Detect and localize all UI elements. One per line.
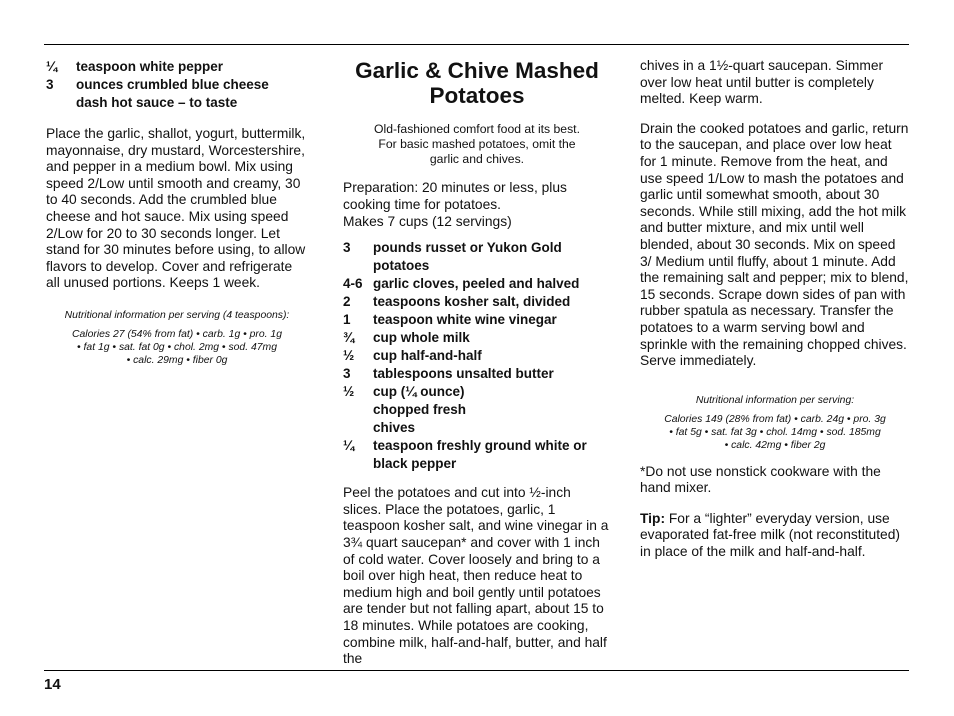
ingredient-row bbox=[343, 293, 611, 311]
ingredient-list bbox=[46, 58, 308, 112]
dressing-directions: Place the garlic, shallot, yogurt, buttermilk, mayonnaise, dry mustard, Worcestershire, and pepper in a medium bowl. Mix using speed 2/Low until smooth and creamy, 30 to 40 seconds. Add the crumbled blue cheese and hot sauce. Mix using speed 2/Low for 20 to 30 seconds longer. Let stand for 30 minutes before using, to allow flavors to develop. Cover and refrigerate all unused portions. Keeps 1 week. bbox=[46, 126, 306, 291]
column-middle bbox=[343, 58, 611, 668]
ingredient-text: garlic cloves, peeled and halved bbox=[373, 276, 580, 292]
ingredient-qty: ¾ bbox=[343, 330, 355, 346]
page-number: 14 bbox=[44, 676, 61, 693]
ingredient-row bbox=[46, 94, 308, 112]
ingredient-text: teaspoon freshly ground white or black pepper bbox=[373, 438, 587, 472]
intro-line: For basic mashed potatoes, omit the bbox=[378, 136, 576, 151]
ingredient-row bbox=[343, 311, 611, 329]
ingredient-qty: 3 bbox=[343, 366, 351, 382]
intro-line: garlic and chives. bbox=[429, 151, 525, 166]
ingredient-text: teaspoon white pepper bbox=[76, 59, 224, 74]
ingredient-row bbox=[343, 437, 611, 473]
ingredient-text: teaspoon white wine vinegar bbox=[373, 312, 557, 328]
prep-info bbox=[343, 180, 611, 230]
ingredient-qty: ¼ bbox=[46, 59, 58, 74]
tip bbox=[640, 511, 910, 561]
recipe-title: Garlic & Chive Mashed Potatoes bbox=[355, 58, 599, 108]
column-right bbox=[640, 58, 910, 561]
nutrition-line: • fat 1g • sat. fat 0g • chol. 2mg • sod. 47mg bbox=[77, 341, 277, 353]
nutrition-heading: Nutritional information per serving: bbox=[695, 394, 855, 406]
ingredient-text: pounds russet or Yukon Gold potatoes bbox=[373, 240, 562, 274]
tip-text: For a “lighter” everyday version, use evaporated fat-free milk (not reconstituted) in place of the milk and half-and-half. bbox=[640, 510, 900, 560]
directions-continued: chives in a 1½-quart saucepan. Simmer over low heat until butter is completely melted. Keep warm. bbox=[640, 58, 884, 107]
ingredient-row bbox=[343, 329, 611, 347]
ingredient-text: ounces crumbled blue cheese bbox=[76, 77, 269, 92]
ingredient-row bbox=[343, 383, 611, 437]
nutrition-line: • calc. 29mg • fiber 0g bbox=[126, 354, 228, 366]
mashing-directions: Drain the cooked potatoes and garlic, return to the saucepan, and place over low heat for 1 minute. Remove from the heat, and use speed 1/Low to mash the potatoes and garlic until somewhat smooth, about 30 seconds. While still mixing, add the hot milk and butter mixture, and mix until well blended, about 30 seconds. Mix on speed 3/ Medium until fluffy, about 1 minute. Add the remaining salt and pepper; mix to blend, 15 seconds. Scrape down sides of pan with rubber spatula as necessary. Transfer the potatoes to a warm serving bowl and sprinkle with the remaining chopped chives. Serve immediately. bbox=[640, 120, 909, 369]
cookware-note: *Do not use nonstick cookware with the hand mixer. bbox=[640, 463, 881, 496]
nutrition-line: Calories 149 (28% from fat) • carb. 24g • pro. 3g bbox=[664, 413, 886, 425]
ingredient-row bbox=[46, 58, 308, 76]
ingredient-row bbox=[343, 275, 611, 293]
ingredient-qty: 4-6 bbox=[343, 276, 363, 292]
nutrition-info bbox=[46, 309, 308, 367]
ingredient-row bbox=[343, 347, 611, 365]
potato-directions: Peel the potatoes and cut into ½-inch slices. Place the potatoes, garlic, 1 teaspoon kosher salt, and wine vinegar in a 3¾ quart saucepan* and cover with 1 inch of cold water. Cover loosely and bring to a boil over high heat, then reduce heat to medium high and boil gently until potatoes are tender but not falling apart, about 15 to 18 minutes. While potatoes are cooking, combine milk, half-and-half, butter, and half the bbox=[343, 485, 609, 667]
ingredient-text: dash hot sauce – to taste bbox=[76, 95, 238, 110]
ingredient-text: cup (¼ ounce) chopped fresh chives bbox=[373, 384, 467, 436]
ingredient-text: tablespoons unsalted butter bbox=[373, 366, 554, 382]
prep-line: cooking time for potatoes. bbox=[343, 196, 501, 212]
ingredient-qty: ½ bbox=[343, 348, 355, 364]
nutrition-line: Calories 27 (54% from fat) • carb. 1g • pro. 1g bbox=[72, 328, 282, 340]
ingredient-qty: 3 bbox=[343, 240, 351, 256]
ingredient-text: cup half-and-half bbox=[373, 348, 482, 364]
prep-line: Makes 7 cups (12 servings) bbox=[343, 213, 512, 229]
nutrition-line: • calc. 42mg • fiber 2g bbox=[724, 439, 826, 451]
ingredient-qty: 1 bbox=[343, 312, 351, 328]
top-rule bbox=[44, 44, 909, 45]
ingredient-text: teaspoons kosher salt, divided bbox=[373, 294, 571, 310]
prep-line: Preparation: 20 minutes or less, plus bbox=[343, 180, 567, 196]
nutrition-line: • fat 5g • sat. fat 3g • chol. 14mg • sod. 185mg bbox=[669, 426, 881, 438]
ingredient-qty: 3 bbox=[46, 77, 54, 92]
ingredient-qty: ½ bbox=[343, 384, 355, 400]
ingredient-qty: 2 bbox=[343, 294, 351, 310]
ingredient-qty bbox=[46, 94, 76, 112]
nutrition-info bbox=[640, 394, 910, 452]
column-left bbox=[46, 58, 308, 367]
ingredient-qty: ¼ bbox=[343, 438, 355, 454]
nutrition-heading: Nutritional information per serving (4 teaspoons): bbox=[64, 309, 290, 321]
ingredient-text: cup whole milk bbox=[373, 330, 470, 346]
ingredient-row bbox=[343, 365, 611, 383]
ingredient-row bbox=[46, 76, 308, 94]
intro-line: Old-fashioned comfort food at its best. bbox=[374, 122, 580, 136]
recipe-intro bbox=[343, 122, 611, 166]
ingredient-row bbox=[343, 239, 611, 275]
tip-label: Tip: bbox=[640, 510, 666, 526]
bottom-rule bbox=[44, 670, 909, 671]
ingredient-list bbox=[343, 239, 611, 473]
